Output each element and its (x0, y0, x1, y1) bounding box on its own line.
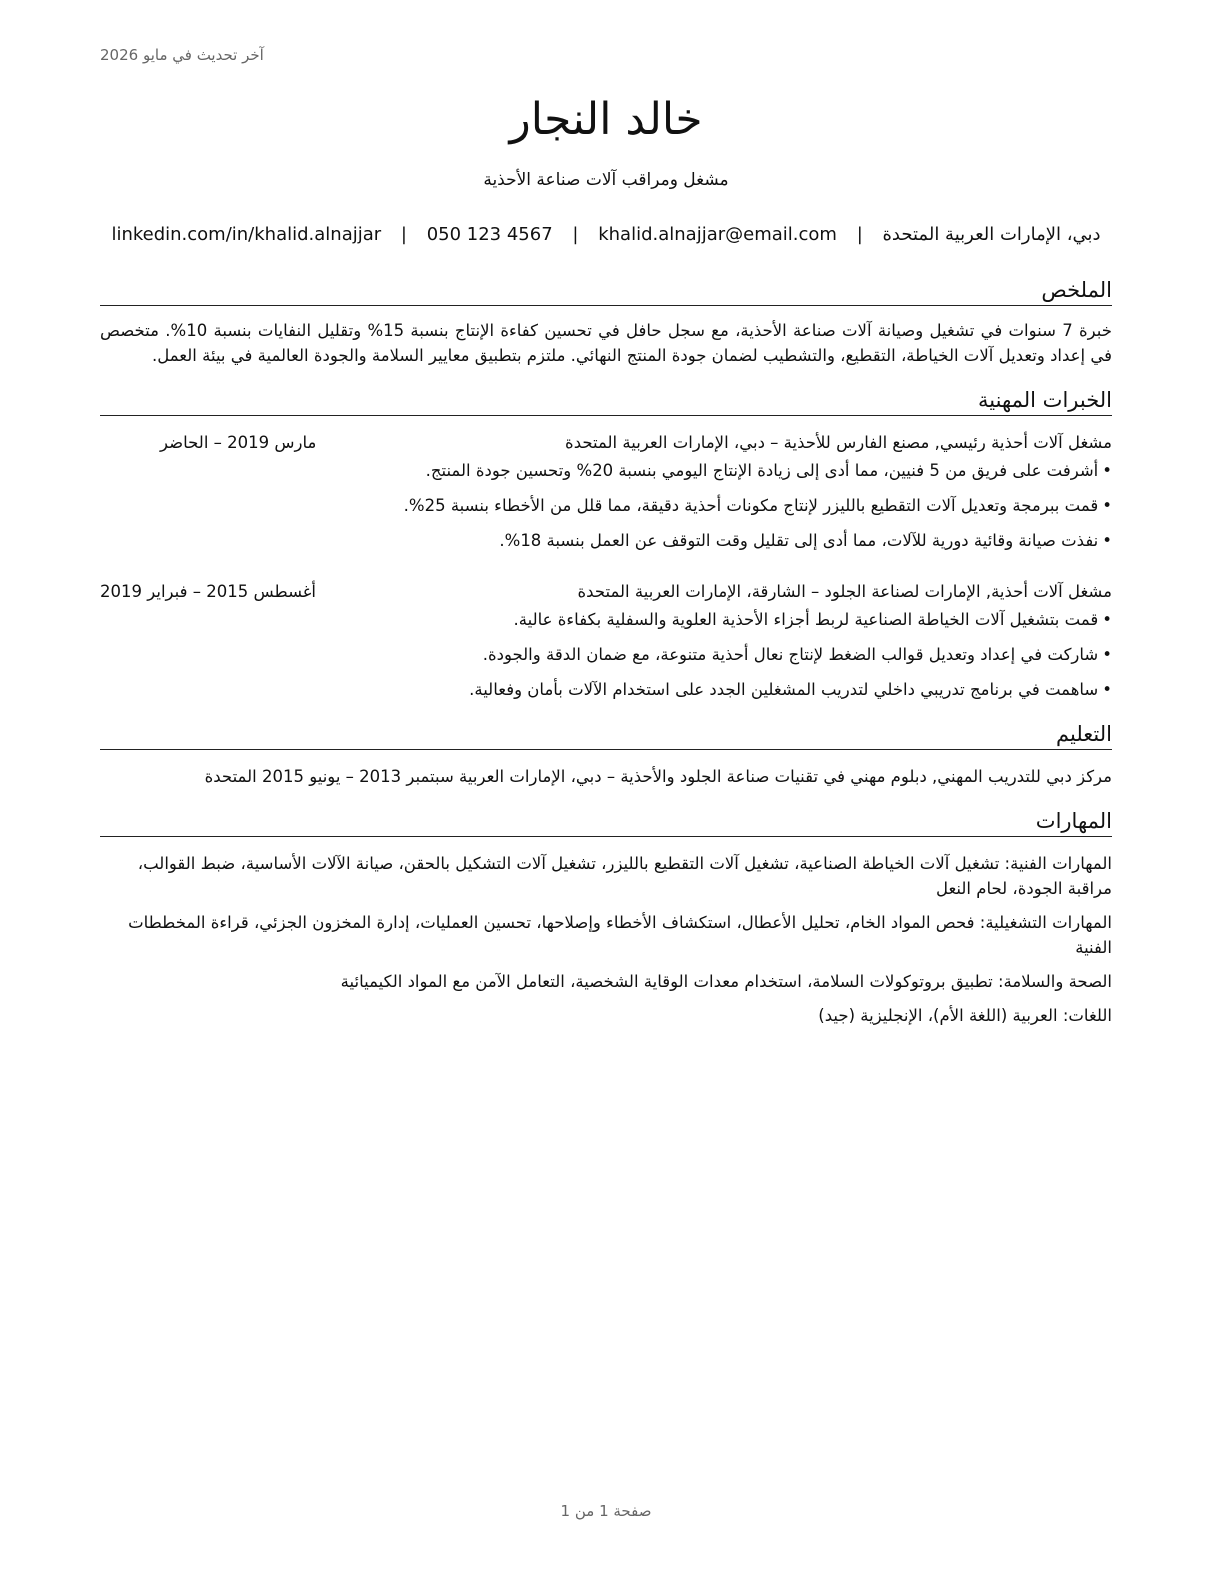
job-bullet (100, 528, 1112, 553)
skills-safety: الصحة والسلامة: تطبيق بروتوكولات السلامة، استخدام معدات الوقاية الشخصية، التعامل الآمن مع المواد الكيميائية (340, 972, 1112, 991)
education-heading: التعليم (100, 720, 1112, 750)
job-bullet (100, 493, 1112, 518)
job-role: مشغل آلات أحذية رئيسي, مصنع الفارس للأحذية – دبي، الإمارات العربية المتحدة (565, 433, 1112, 452)
job-bullet-text: قمت بتشغيل آلات الخياطة الصناعية لربط أجزاء الأحذية العلوية والسفلية بكفاءة عالية. (513, 610, 1099, 629)
contact-email[interactable]: khalid.alnajjar@email.com (598, 224, 837, 245)
skills-list (100, 851, 1112, 1028)
summary-heading: الملخص (100, 276, 1112, 306)
job-bullet (100, 607, 1112, 632)
skills-operational: المهارات التشغيلية: فحص المواد الخام، تحليل الأعطال، استكشاف الأخطاء وإصلاحها، تحسين العمليات، إدارة المخزون الجزئي، قراءة المخططات الفنية (128, 913, 1112, 957)
candidate-name: خالد النجار (509, 94, 703, 145)
job-entry (100, 579, 1112, 702)
job-header (100, 579, 1112, 605)
skills-section (100, 807, 1112, 1028)
job-bullet (100, 642, 1112, 667)
contact-separator: | (856, 224, 863, 245)
summary-section (100, 276, 1112, 368)
job-entry (100, 430, 1112, 553)
bullet-icon: • (1102, 496, 1112, 515)
summary-text: خبرة 7 سنوات في تشغيل وصيانة آلات صناعة الأحذية، مع سجل حافل في تحسين كفاءة الإنتاج بنسبة 15% وتقليل النفايات بنسبة 10%. متخصص في إعداد وتعديل آلات الخياطة، التقطيع، والتشطيب لضمان جودة المنتج النهائي. ملتزم بتطبيق معايير السلامة والجودة العالمية في بيئة العمل. (100, 321, 1112, 365)
contact-linkedin[interactable]: linkedin.com/in/khalid.alnajjar (111, 224, 382, 245)
contact-line (100, 224, 1112, 245)
experience-heading: الخبرات المهنية (100, 386, 1112, 416)
job-bullet (100, 677, 1112, 702)
page-number: صفحة 1 من 1 (560, 1502, 652, 1520)
job-dates: مارس 2019 – الحاضر (160, 433, 317, 452)
resume-content (100, 276, 1112, 1028)
bullet-icon: • (1102, 680, 1112, 699)
skills-technical: المهارات الفنية: تشغيل آلات الخياطة الصناعية، تشغيل آلات التقطيع بالليزر، تشغيل آلات التشكيل بالحقن، صيانة الآلات الأساسية، ضبط القوالب، مراقبة الجودة، لحام النعل (137, 854, 1112, 898)
contact-separator: | (400, 224, 407, 245)
job-bullets (100, 458, 1112, 553)
skills-languages: اللغات: العربية (اللغة الأم)، الإنجليزية (جيد) (818, 1006, 1112, 1025)
job-bullet-text: نفذت صيانة وقائية دورية للآلات، مما أدى إلى تقليل وقت التوقف عن العمل بنسبة 18%. (499, 531, 1099, 550)
experience-section (100, 386, 1112, 702)
last-updated-note: آخر تحديث في مايو 2026 (100, 46, 264, 64)
skills-heading: المهارات (100, 807, 1112, 837)
education-text: مركز دبي للتدريب المهني, دبلوم مهني في تقنيات صناعة الجلود والأحذية – دبي، الإمارات العربية سبتمبر 2013 – يونيو 2015 المتحدة (204, 767, 1112, 786)
job-header (100, 430, 1112, 456)
bullet-icon: • (1102, 531, 1112, 550)
job-bullets (100, 607, 1112, 702)
job-role: مشغل آلات أحذية, الإمارات لصناعة الجلود – الشارقة، الإمارات العربية المتحدة (577, 582, 1112, 601)
education-section (100, 720, 1112, 789)
bullet-icon: • (1102, 461, 1112, 480)
bullet-icon: • (1102, 610, 1112, 629)
job-bullet-text: ساهمت في برنامج تدريبي داخلي لتدريب المشغلين الجدد على استخدام الآلات بأمان وفعالية. (469, 680, 1099, 699)
job-bullet-text: شاركت في إعداد وتعديل قوالب الضغط لإنتاج نعال أحذية متنوعة، مع ضمان الدقة والجودة. (482, 645, 1099, 664)
bullet-icon: • (1102, 645, 1112, 664)
job-dates: أغسطس 2015 – فبراير 2019 (100, 582, 316, 601)
candidate-title: مشغل ومراقب آلات صناعة الأحذية (483, 170, 729, 190)
contact-phone: 050 123 4567 (426, 224, 553, 245)
job-bullet-text: قمت ببرمجة وتعديل آلات التقطيع بالليزر لإنتاج مكونات أحذية دقيقة، مما قلل من الأخطاء بنسبة 25%. (403, 496, 1099, 515)
job-bullet (100, 458, 1112, 483)
job-bullet-text: أشرفت على فريق من 5 فنيين، مما أدى إلى زيادة الإنتاج اليومي بنسبة 20% وتحسين جودة المنتج. (425, 461, 1099, 480)
contact-separator: | (572, 224, 579, 245)
contact-location: دبي، الإمارات العربية المتحدة (882, 224, 1101, 245)
